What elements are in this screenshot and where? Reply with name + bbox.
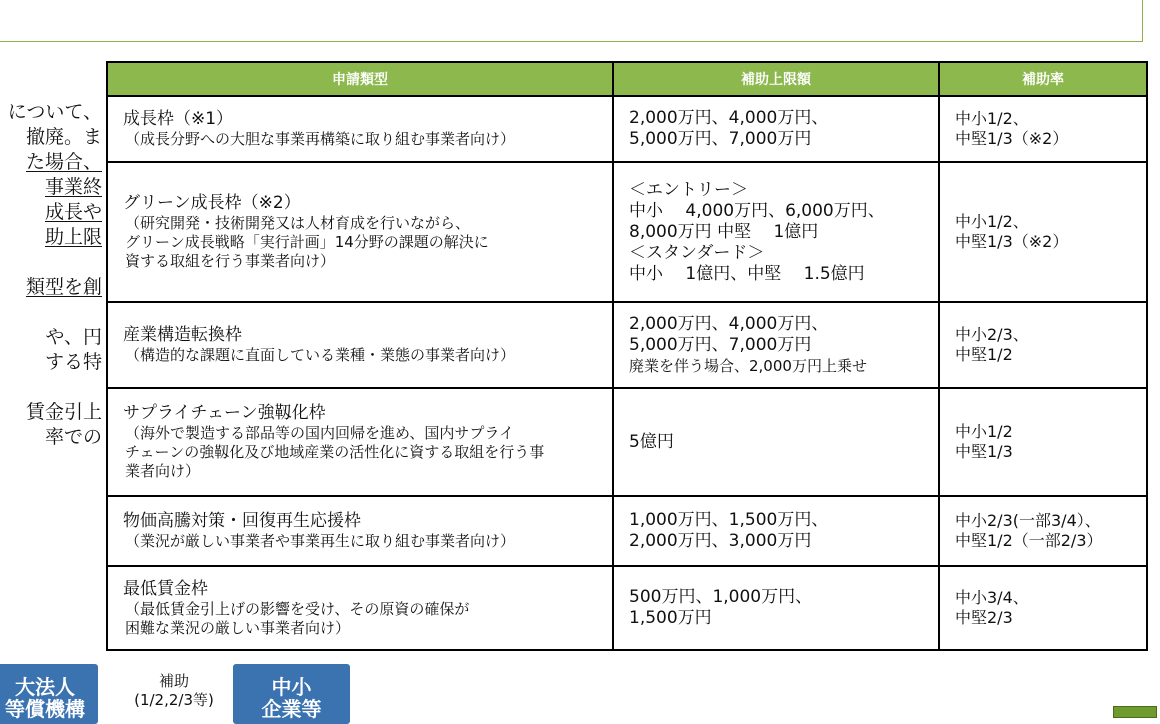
cell-subsidy-rate bbox=[939, 496, 1147, 566]
left-text-line bbox=[0, 250, 102, 275]
table-row bbox=[107, 496, 1147, 566]
left-text-line: について、 bbox=[7, 101, 102, 123]
left-text-line: する特 bbox=[44, 351, 102, 373]
rate-line: 中堅1/2 bbox=[955, 345, 1013, 364]
amount-line: 5,000万円、7,000万円 bbox=[629, 129, 812, 149]
type-name: 成長枠（※1） bbox=[123, 109, 234, 129]
amount-line: 5,000万円、7,000万円 bbox=[629, 334, 812, 355]
amount-line: 中小 1億円、中堅 1.5億円 bbox=[629, 263, 865, 284]
amount-line: 中小 4,000万円、6,000万円、 bbox=[629, 200, 885, 221]
rate-label-2: (1/2,2/3等) bbox=[134, 691, 214, 709]
rate-line: 中堅1/3 bbox=[955, 442, 1013, 461]
type-description: （最低賃金引上げの影響を受け、その原資の確保が bbox=[125, 599, 470, 618]
amount-line: 500万円、1,000万円、 bbox=[629, 587, 813, 607]
type-name: 物価高騰対策・回復再生応援枠 bbox=[123, 511, 361, 531]
cell-subsidy-rate bbox=[939, 566, 1147, 650]
left-text-line bbox=[0, 300, 102, 325]
type-description: 困難な業況の厳しい事業者向け） bbox=[125, 618, 351, 637]
type-description: （構造的な課題に直面している業種・業態の事業者向け） bbox=[125, 346, 516, 364]
cell-subsidy-rate bbox=[939, 162, 1147, 302]
rate-line: 中小2/3(一部3/4）、 bbox=[955, 511, 1101, 530]
left-text-line: 類型を創 bbox=[25, 276, 102, 298]
type-description: （海外で製造する部品等の国内回帰を進め、国内サプライ bbox=[125, 424, 514, 442]
left-text-line: 助上限 bbox=[44, 226, 102, 248]
cell-application-type bbox=[107, 566, 613, 650]
table-row bbox=[107, 162, 1147, 302]
header-subsidy-rate: 補助率 bbox=[939, 62, 1147, 96]
type-name: サプライチェーン強靱化枠 bbox=[123, 403, 326, 423]
left-text-line: 賃金引上 bbox=[25, 401, 102, 423]
sme-label-2: 企業等 bbox=[261, 697, 322, 721]
table-row bbox=[107, 96, 1147, 162]
amount-line: 2,000万円、4,000万円、 bbox=[629, 108, 829, 128]
type-name: グリーン成長枠（※2） bbox=[123, 193, 301, 213]
rate-label-1: 補助 bbox=[158, 672, 189, 690]
type-description: 業者向け） bbox=[125, 462, 201, 480]
cell-subsidy-limit bbox=[613, 96, 939, 162]
amount-line: 1,500万円 bbox=[629, 608, 712, 628]
cell-subsidy-rate bbox=[939, 302, 1147, 388]
left-text-line: た場合、 bbox=[25, 151, 102, 173]
rate-line: 中堅2/3 bbox=[955, 608, 1013, 627]
top-content-box bbox=[0, 0, 1143, 42]
large-corp-button bbox=[0, 664, 98, 724]
cell-subsidy-rate bbox=[939, 388, 1147, 496]
subsidy-rate-label bbox=[122, 672, 226, 710]
type-name: 最低賃金枠 bbox=[123, 578, 208, 599]
cell-subsidy-limit bbox=[613, 162, 939, 302]
cell-application-type bbox=[107, 162, 613, 302]
type-description: グリーン成長戦略「実行計画」14分野の課題の解決に bbox=[125, 233, 489, 251]
left-text-line: 率での bbox=[44, 426, 102, 448]
rate-line: 中小1/2、 bbox=[955, 109, 1029, 128]
amount-note: 廃業を伴う場合、2,000万円上乗せ bbox=[629, 356, 867, 375]
left-text-line bbox=[0, 375, 102, 400]
amount-line: ＜スタンダード＞ bbox=[629, 242, 765, 263]
amount-line: 5億円 bbox=[629, 431, 674, 452]
sme-label-1: 中小 bbox=[271, 675, 312, 699]
amount-line: 1,000万円、1,500万円、 bbox=[629, 510, 829, 530]
table-row bbox=[107, 388, 1147, 496]
left-body-text bbox=[0, 100, 102, 450]
page-corner-tab bbox=[1113, 706, 1157, 718]
type-description: （研究開発・技術開発又は人材育成を行いながら、 bbox=[125, 214, 471, 232]
rate-line: 中堅1/2（一部2/3） bbox=[955, 531, 1103, 550]
type-name: 産業構造転換枠 bbox=[123, 325, 242, 345]
rate-line: 中堅1/3（※2） bbox=[955, 129, 1069, 148]
type-description: （業況が厳しい事業者や事業再生に取り組む事業者向け） bbox=[125, 532, 516, 550]
rate-line: 中小1/2 bbox=[955, 422, 1013, 441]
rate-line: 中小1/2、 bbox=[955, 212, 1029, 231]
left-text-line: 成長や bbox=[44, 201, 102, 223]
type-description: 資する取組を行う事業者向け） bbox=[125, 252, 336, 270]
amount-line: ＜エントリー＞ bbox=[629, 179, 748, 200]
left-text-line: 撤廃。ま bbox=[25, 126, 102, 148]
cell-application-type bbox=[107, 96, 613, 162]
cell-subsidy-rate bbox=[939, 96, 1147, 162]
cell-application-type bbox=[107, 302, 613, 388]
table-header-row bbox=[107, 62, 1147, 96]
sme-button bbox=[233, 664, 350, 724]
left-text-line: 事業終 bbox=[44, 176, 102, 198]
cell-subsidy-limit bbox=[613, 496, 939, 566]
header-application-type: 申請類型 bbox=[107, 62, 613, 96]
left-text-line: や、円 bbox=[45, 326, 102, 348]
table-row bbox=[107, 566, 1147, 650]
large-corp-label-1: 大法人 bbox=[15, 675, 75, 699]
rate-line: 中堅1/3（※2） bbox=[955, 232, 1069, 251]
cell-subsidy-limit bbox=[613, 388, 939, 496]
type-description: チェーンの強靱化及び地域産業の活性化に資する取組を行う事 bbox=[125, 443, 545, 461]
table-row bbox=[107, 302, 1147, 388]
cell-subsidy-limit bbox=[613, 566, 939, 650]
large-corp-label-2: 等償機構 bbox=[5, 697, 85, 721]
type-description: （成長分野への大胆な事業再構築に取り組む事業者向け） bbox=[125, 130, 516, 148]
cell-application-type bbox=[107, 388, 613, 496]
rate-line: 中小3/4、 bbox=[955, 588, 1029, 607]
header-subsidy-limit: 補助上限額 bbox=[613, 62, 939, 96]
rate-line: 中小2/3、 bbox=[955, 325, 1029, 344]
amount-line: 8,000万円 中堅 1億円 bbox=[629, 221, 819, 242]
amount-line: 2,000万円、4,000万円、 bbox=[629, 313, 829, 334]
cell-subsidy-limit bbox=[613, 302, 939, 388]
subsidy-table bbox=[106, 61, 1148, 651]
cell-application-type bbox=[107, 496, 613, 566]
amount-line: 2,000万円、3,000万円 bbox=[629, 531, 812, 551]
